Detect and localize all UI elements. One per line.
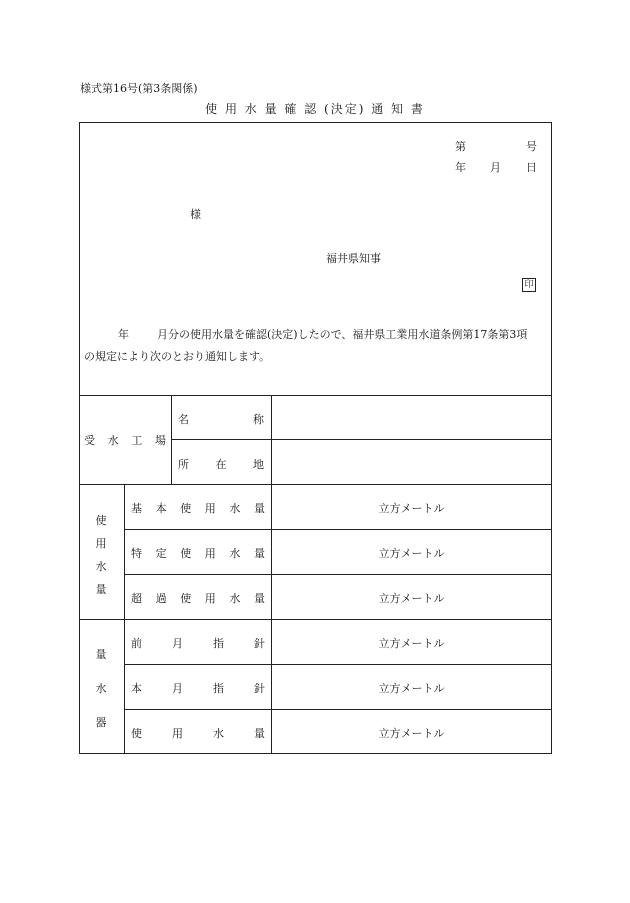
row-rule — [124, 664, 552, 665]
meter-usage-label: 使 用 水 量 — [131, 727, 265, 740]
receiving-factory-label: 受 水 工 場 — [84, 434, 166, 447]
meter-usage-unit: 立方メートル — [378, 727, 445, 740]
body-text-line2: の規定により次のとおり通知します。 — [84, 350, 271, 363]
specific-usage-unit: 立方メートル — [378, 547, 445, 560]
meter-label-char: 水 — [95, 682, 107, 695]
row-rule — [171, 439, 552, 440]
month-label: 月 — [490, 161, 501, 174]
body-text-line1: 月分の使用水量を確認(決定)したので、福井県工業用水道条例第17条第3項 — [157, 328, 528, 341]
year-label: 年 — [455, 161, 466, 174]
section-rule — [79, 484, 552, 485]
column-rule — [271, 395, 272, 754]
meter-label-char: 量 — [95, 648, 107, 661]
row-rule — [124, 574, 552, 575]
form-number: 様式第16号(第3条関係) — [80, 82, 198, 95]
issuer: 福井県知事 — [326, 252, 381, 265]
usage-label-char: 水 — [95, 560, 107, 573]
factory-address-label: 所 在 地 — [178, 458, 264, 471]
current-month-reading-label: 本 月 指 針 — [131, 682, 265, 695]
excess-usage-unit: 立方メートル — [378, 592, 445, 605]
basic-usage-label: 基 本 使 用 水 量 — [131, 502, 265, 515]
document-title: 使 用 水 量 確 認 (決定) 通 知 書 — [205, 102, 425, 116]
addressee-suffix: 様 — [190, 208, 201, 221]
section-rule — [79, 619, 552, 620]
basic-usage-unit: 立方メートル — [378, 502, 445, 515]
usage-label-char: 量 — [95, 583, 107, 596]
specific-usage-label: 特 定 使 用 水 量 — [131, 547, 265, 560]
current-month-reading-unit: 立方メートル — [378, 682, 445, 695]
row-rule — [124, 709, 552, 710]
day-label: 日 — [526, 161, 537, 174]
previous-month-reading-label: 前 月 指 針 — [131, 637, 265, 650]
row-rule — [124, 529, 552, 530]
number-suffix: 号 — [526, 140, 537, 153]
number-label: 第 — [455, 140, 466, 153]
previous-month-reading-unit: 立方メートル — [378, 637, 445, 650]
excess-usage-label: 超 過 使 用 水 量 — [131, 592, 265, 605]
column-rule — [124, 484, 125, 754]
column-rule — [171, 395, 172, 484]
meter-label-char: 器 — [95, 716, 107, 729]
table-top-rule — [79, 395, 552, 396]
usage-label-char: 使 — [95, 514, 107, 527]
usage-label-char: 用 — [95, 537, 107, 550]
factory-name-label: 名 称 — [178, 413, 264, 426]
seal-mark: 印 — [522, 278, 536, 292]
body-year-label: 年 — [118, 328, 129, 341]
